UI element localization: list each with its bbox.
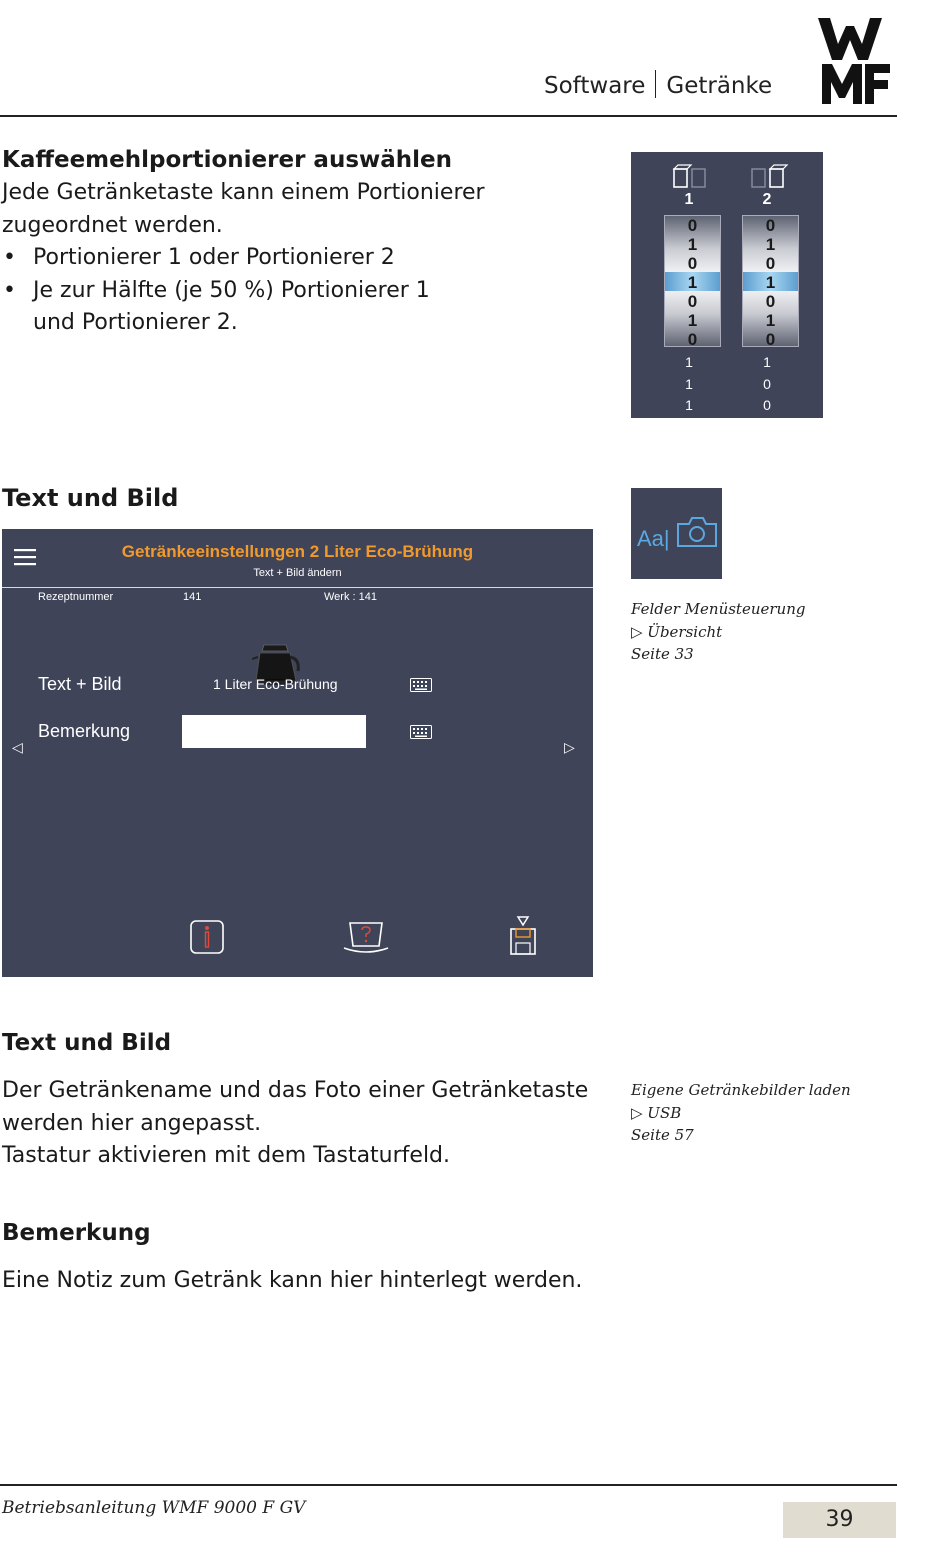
note-line: Seite 33: [631, 645, 694, 663]
portioner-number: 2: [762, 191, 772, 208]
portioner-value: 1: [685, 376, 693, 392]
recipe-number-label: Rezeptnummer: [38, 591, 114, 603]
portioner-value: 1: [685, 397, 693, 413]
wheel-digit: 1: [687, 311, 698, 330]
keyboard-icon[interactable]: [410, 678, 432, 692]
portioner-2-icon: [749, 164, 789, 188]
side-note-usb: [631, 1079, 851, 1147]
note-line: Eigene Getränkebilder laden: [631, 1081, 851, 1099]
section-heading-text-image: Text und Bild: [2, 484, 179, 512]
note-line: Felder Menüsteuerung: [631, 600, 806, 618]
body-line: Jede Getränketaste kann einem Portionierer: [2, 180, 485, 205]
header-title: [544, 70, 772, 99]
text-image-value[interactable]: 1 Liter Eco-Brühung: [213, 676, 338, 692]
header-section: Software: [544, 73, 646, 99]
portioner-value: 0: [763, 397, 771, 413]
header-rule: [0, 115, 897, 117]
save-icon[interactable]: [508, 915, 538, 957]
camera-icon: [676, 515, 718, 549]
wheel-digit: 0: [765, 292, 776, 311]
note-link[interactable]: ▷ USB: [631, 1103, 682, 1122]
screen-subtitle: Text + Bild ändern: [253, 567, 342, 579]
next-arrow-icon[interactable]: ▷: [564, 739, 575, 755]
text-icon: Aa|: [637, 526, 670, 551]
body-line: Der Getränkename und das Foto einer Getränketaste: [2, 1078, 589, 1103]
screen-divider: [2, 587, 593, 588]
header-subsection: Getränke: [666, 73, 773, 99]
text-image-field-icon[interactable]: [631, 488, 722, 579]
portioner-panel: [631, 152, 823, 418]
portioner-wheel[interactable]: [742, 215, 799, 347]
section-heading-remark: Bemerkung: [2, 1220, 151, 1246]
section-body-portioner: [2, 177, 602, 340]
portioner-1-icon: [671, 164, 711, 188]
previous-arrow-icon[interactable]: ◁: [12, 739, 23, 755]
body-line: werden hier angepasst.: [2, 1110, 262, 1136]
wheel-digit: 0: [687, 254, 698, 273]
portioner-value: 0: [763, 376, 771, 392]
wheel-digit: 0: [687, 292, 698, 311]
body-line: zugeordnet werden.: [2, 212, 223, 238]
section-heading-text-image-2: Text und Bild: [2, 1030, 172, 1056]
bullet-continuation: und Portionierer 2.: [33, 310, 238, 335]
wheel-digit-selected: 1: [687, 273, 698, 292]
wheel-digit: 1: [765, 235, 776, 254]
portioner-value: 1: [763, 354, 771, 370]
section-body-text-image: [2, 1075, 612, 1173]
body-line: Eine Notiz zum Getränk kann hier hinterlegt werden.: [2, 1268, 583, 1293]
factory-value: Werk : 141: [324, 591, 377, 603]
section-body-remark: [2, 1265, 612, 1298]
wheel-digit: 1: [765, 311, 776, 330]
portioner-value: 1: [685, 354, 693, 370]
settings-screen: [2, 529, 593, 977]
keyboard-icon[interactable]: [410, 725, 432, 739]
page-number: 39: [783, 1502, 896, 1538]
wheel-digit: 0: [687, 216, 698, 235]
bullet-item: • Je zur Hälfte (je 50 %) Portionierer 1: [2, 275, 602, 308]
recipe-number-value: 141: [183, 591, 202, 603]
portioner-wheel[interactable]: [664, 215, 721, 347]
remark-label: Bemerkung: [38, 721, 131, 741]
wheel-digit-selected: 1: [765, 273, 776, 292]
portioner-number: 1: [684, 191, 694, 208]
info-icon[interactable]: [190, 920, 224, 954]
wmf-logo: [818, 18, 890, 106]
wheel-digit: 0: [765, 254, 776, 273]
bullet-item: • Portionierer 1 oder Portionierer 2: [2, 242, 602, 275]
screen-title: Getränkeeinstellungen 2 Liter Eco-Brühung: [121, 542, 474, 561]
wheel-digit: 0: [765, 330, 776, 347]
footer-rule: [0, 1484, 897, 1486]
footer-text: Betriebsanleitung WMF 9000 F GV: [2, 1498, 306, 1518]
cup-help-icon[interactable]: [342, 920, 390, 956]
wheel-digit: 0: [765, 216, 776, 235]
text-image-label: Text + Bild: [38, 674, 122, 694]
section-heading-portioner: Kaffeemehlportionierer auswählen: [2, 147, 453, 173]
wheel-digit: 0: [687, 330, 698, 347]
note-link[interactable]: ▷ Übersicht: [631, 622, 723, 641]
wheel-digit: 1: [687, 235, 698, 254]
note-line: Seite 57: [631, 1126, 694, 1144]
body-line: Tastatur aktivieren mit dem Tastaturfeld.: [2, 1143, 451, 1168]
remark-input[interactable]: [182, 715, 366, 748]
header-separator: [655, 70, 656, 98]
side-note-menu: [631, 598, 805, 666]
